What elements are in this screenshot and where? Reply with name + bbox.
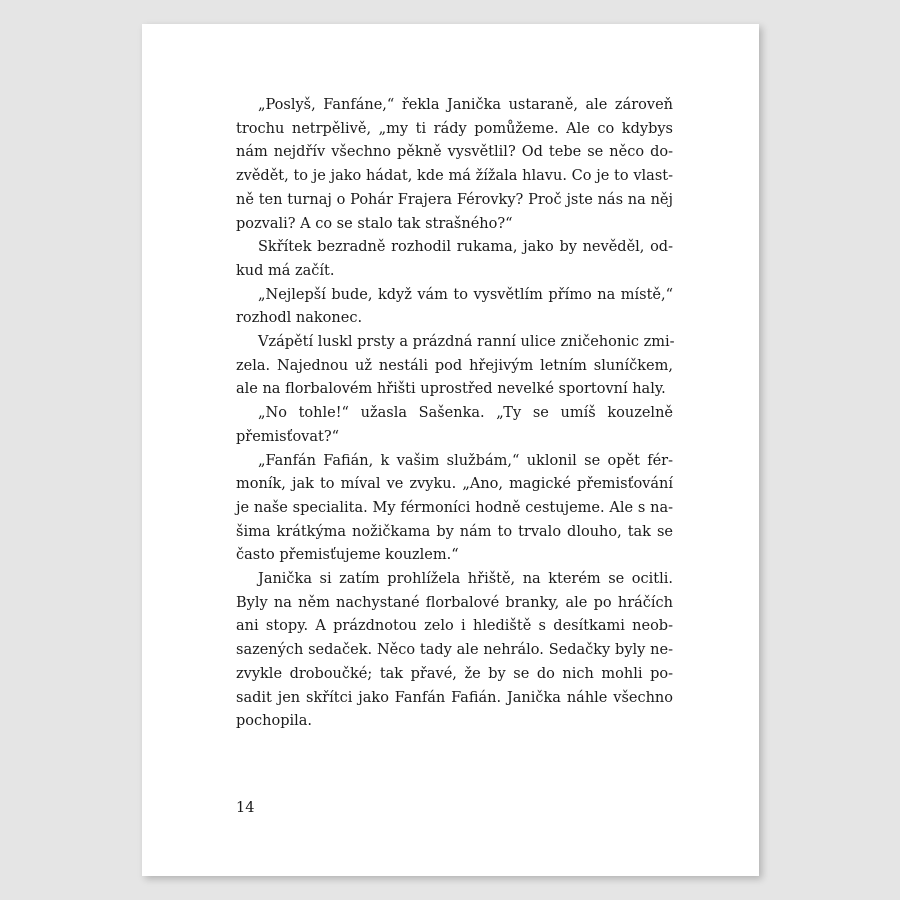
text-line: zela. Najednou už nestáli pod hřejivým letním sluníčkem, bbox=[236, 357, 673, 374]
text-line: „Fanfán Fafián, k vašim službám,“ uklonil se opět fér- bbox=[258, 452, 673, 469]
text-line: sadit jen skřítci jako Fanfán Fafián. Janička náhle všechno bbox=[236, 689, 673, 706]
text-line: „No tohle!“ užasla Sašenka. „Ty se umíš kouzelně bbox=[258, 405, 673, 422]
text-line: Byly na něm nachystané florbalové branky, ale po hráčích bbox=[236, 594, 673, 611]
text-line: moník, jak to míval ve zvyku. „Ano, magické přemisťování bbox=[236, 476, 673, 493]
text-line: zvykle droboučké; tak přavé, že by se do nich mohli po- bbox=[236, 665, 673, 682]
text-line: Skřítek bezradně rozhodil rukama, jako by nevěděl, od- bbox=[258, 239, 673, 256]
text-line: ně ten turnaj o Pohár Frajera Férovky? Proč jste nás na něj bbox=[236, 191, 673, 208]
text-line: Janička si zatím prohlížela hřiště, na kterém se ocitli. bbox=[258, 571, 673, 588]
paragraph bbox=[236, 236, 673, 283]
text-line: rozhodl nakonec. bbox=[236, 310, 363, 327]
text-line: „Nejlepší bude, když vám to vysvětlím přímo na místě,“ bbox=[258, 286, 673, 303]
text-line: sazených sedaček. Něco tady ale nehrálo. Sedačky byly ne- bbox=[236, 642, 673, 659]
paragraph bbox=[236, 284, 673, 331]
text-line: šima krátkýma nožičkama by nám to trvalo dlouho, tak se bbox=[236, 523, 673, 540]
page-number: 14 bbox=[236, 800, 255, 816]
text-line: ani stopy. A prázdnotou zelo i hlediště s desítkami neob- bbox=[236, 618, 673, 635]
text-line: zvědět, to je jako hádat, kde má žížala hlavu. Co je to vlast- bbox=[236, 168, 673, 185]
text-line: pozvali? A co se stalo tak strašného?“ bbox=[236, 215, 513, 232]
text-line: často přemisťujeme kouzlem.“ bbox=[236, 547, 459, 564]
text-line: Vzápětí luskl prsty a prázdná ranní ulice zničehonic zmi- bbox=[258, 334, 675, 351]
paragraph bbox=[236, 331, 673, 402]
text-line: ale na florbalovém hřišti uprostřed nevelké sportovní haly. bbox=[236, 381, 666, 398]
text-line: je naše specialita. My férmoníci hodně cestujeme. Ale s na- bbox=[236, 499, 673, 516]
text-line: pochopila. bbox=[236, 713, 313, 730]
text-line: trochu netrpělivě, „my ti rády pomůžeme. Ale co kdybys bbox=[236, 120, 673, 137]
book-page bbox=[142, 24, 759, 876]
paragraph bbox=[236, 450, 673, 569]
paragraph bbox=[236, 568, 673, 734]
paragraph bbox=[236, 94, 673, 236]
text-line: kud má začít. bbox=[236, 262, 335, 279]
text-line: „Poslyš, Fanfáne,“ řekla Janička ustaraně, ale zároveň bbox=[258, 97, 673, 113]
paragraph bbox=[236, 402, 673, 449]
text-line: nám nejdřív všechno pěkně vysvětlil? Od tebe se něco do- bbox=[236, 144, 673, 161]
body-text bbox=[236, 94, 673, 734]
text-line: přemisťovat?“ bbox=[236, 428, 340, 445]
